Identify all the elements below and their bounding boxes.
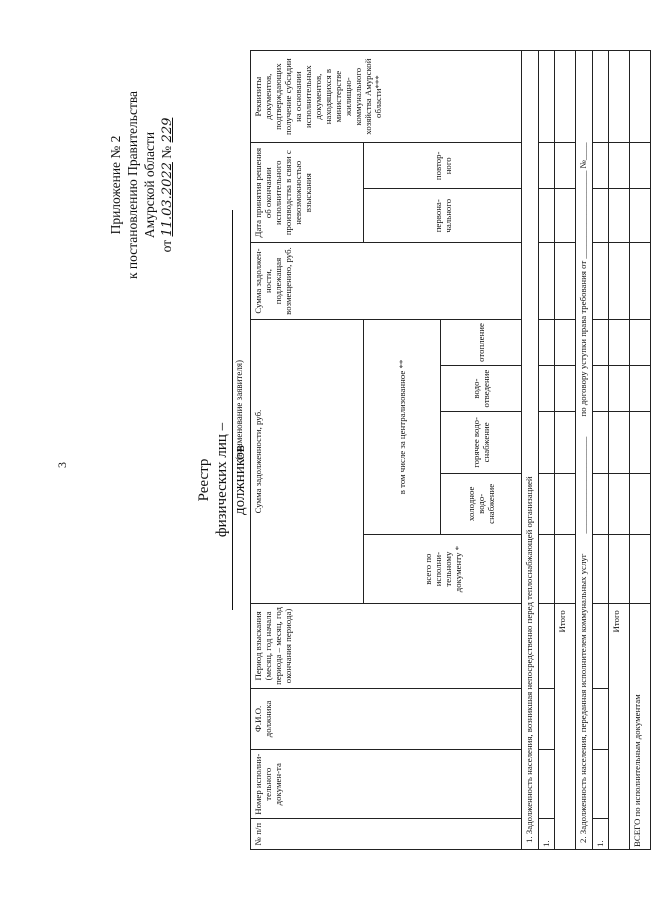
applicant-block: [232, 210, 244, 610]
row-num: 1.: [593, 819, 609, 850]
header-debt-sum: Сумма задолженности, руб.: [251, 319, 364, 603]
date-prefix: от: [159, 239, 174, 253]
registry-table: [250, 50, 651, 850]
header-total-by-doc: всего по исполни-тельному документу *: [364, 535, 522, 604]
itogo-row: [555, 51, 576, 850]
registry-subtitle: физических лиц – должников: [214, 422, 248, 538]
header-decision-date: Дата принятия решения об окончании исполнительного производства в связи с невозможностью взыскания: [251, 143, 364, 243]
table-row: [593, 51, 609, 850]
page-number: 3: [55, 462, 69, 468]
header-period: Период взыскания (месяц, год начала периода – месяц, год окончания периода): [251, 604, 522, 689]
appendix-header: [107, 70, 176, 300]
appendix-line1: Приложение № 2: [108, 135, 123, 235]
registry-table-wrapper: [250, 50, 642, 850]
header-hot-water: горячее водо-снабжение: [441, 412, 522, 473]
appendix-line2: к постановлению Правительства: [125, 90, 140, 280]
header-num: № п/п: [251, 819, 522, 850]
header-repeat: повтор-ного: [364, 143, 522, 189]
number-prefix: №: [159, 145, 174, 159]
section-1-title: 1. Задолженность населения, возникшая непосредственно перед теплоснабжающей организацией: [522, 51, 539, 850]
header-fio: Ф.И.О. должника: [251, 688, 522, 749]
registry-title: Реестр: [196, 458, 212, 502]
itogo-label: Итого: [555, 604, 576, 850]
header-debt-reimbursed: Сумма задолжен-ности, подлежащая возмещению, руб.: [251, 243, 522, 320]
itogo-row: [609, 51, 630, 850]
header-primary: первона-чального: [364, 189, 522, 243]
header-heating: отопление: [441, 319, 522, 365]
header-sewage: водо-отведение: [441, 366, 522, 412]
header-cold-water: холодное водо-снабжение: [441, 473, 522, 534]
section-2-middle: по договору уступки права требования от: [578, 260, 588, 417]
header-incl-central: в том числе за централизованное **: [364, 319, 441, 534]
appendix-date-line: [158, 70, 176, 300]
table-row: [539, 51, 555, 850]
row-num: 1.: [539, 819, 555, 850]
section-2-title: 2. Задолженность населения, переданная исполнителем коммунальных услуг ______________________ по договору уступки права требования от ____________________ №____: [576, 51, 593, 850]
total-row: [630, 51, 651, 850]
header-doc-number: Номер исполни-тельного докумен-та: [251, 750, 522, 819]
section-2-no: №: [578, 160, 588, 169]
total-label: ВСЕГО по исполнительным документам: [630, 604, 651, 850]
appendix-line3: Амурской области: [142, 131, 157, 239]
applicant-line: [232, 210, 233, 610]
handwritten-date: 11.03.2022: [160, 162, 175, 237]
applicant-caption: (наименование заявителя): [234, 360, 244, 460]
handwritten-number: 229: [160, 117, 175, 143]
header-docs-requisites: Реквизиты документов, подтверждающих получение субсидии на основании исполнительных документов, находящихся в министерстве жилищно-коммунального хозяйства Амурской области***: [251, 51, 522, 143]
itogo-label: Итого: [609, 604, 630, 850]
section-2-text: 2. Задолженность населения, переданная исполнителем коммунальных услуг: [578, 553, 588, 843]
